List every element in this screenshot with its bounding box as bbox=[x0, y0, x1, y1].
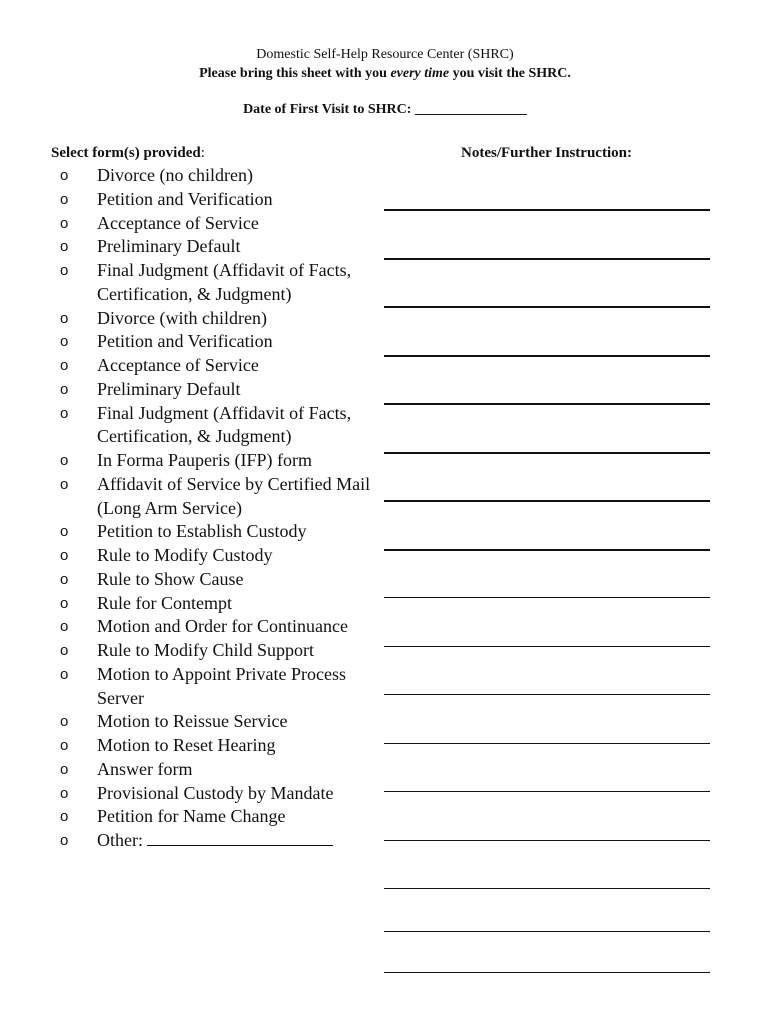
form-option-other[interactable] bbox=[60, 829, 390, 853]
form-option[interactable] bbox=[60, 449, 390, 473]
checkbox-circle-icon[interactable]: o bbox=[60, 333, 69, 351]
form-option-label: Preliminary Default bbox=[97, 236, 241, 257]
checkbox-circle-icon[interactable]: o bbox=[60, 380, 69, 398]
checkbox-circle-icon[interactable]: o bbox=[60, 214, 69, 232]
checkbox-circle-icon[interactable]: o bbox=[60, 357, 69, 374]
form-option-label: Other: bbox=[97, 830, 143, 850]
checkbox-circle-icon[interactable]: o bbox=[60, 594, 69, 612]
form-option-label: Answer form bbox=[97, 758, 193, 779]
notes-line[interactable] bbox=[384, 500, 710, 502]
notes-line[interactable] bbox=[384, 791, 710, 792]
checkbox-circle-icon[interactable]: o bbox=[60, 784, 69, 802]
forms-heading-colon: : bbox=[200, 145, 205, 161]
form-option[interactable] bbox=[60, 212, 390, 236]
form-option[interactable] bbox=[60, 615, 390, 639]
checkbox-circle-icon[interactable]: o bbox=[60, 167, 69, 184]
form-option[interactable] bbox=[60, 544, 390, 568]
form-option[interactable] bbox=[60, 734, 390, 758]
checkbox-circle-icon[interactable]: o bbox=[60, 737, 69, 754]
notes-line[interactable] bbox=[384, 888, 710, 889]
form-option-label: Petition to Establish Custody bbox=[97, 521, 307, 542]
notes-line[interactable] bbox=[384, 840, 710, 841]
notes-line[interactable] bbox=[384, 452, 710, 454]
form-option[interactable] bbox=[60, 307, 390, 331]
form-option[interactable] bbox=[60, 568, 390, 592]
notes-line[interactable] bbox=[384, 743, 710, 744]
form-option[interactable] bbox=[60, 710, 390, 734]
checkbox-circle-icon[interactable]: o bbox=[60, 713, 69, 731]
first-visit-date-field[interactable]: Date of First Visit to SHRC: ________________ bbox=[243, 102, 527, 117]
checkbox-circle-icon[interactable]: o bbox=[60, 665, 69, 683]
form-option[interactable] bbox=[60, 188, 390, 212]
notes-line[interactable] bbox=[384, 646, 710, 647]
notes-line[interactable] bbox=[384, 694, 710, 695]
form-option[interactable] bbox=[60, 259, 390, 307]
form-option-label: Petition and Verification bbox=[97, 331, 273, 352]
form-option[interactable] bbox=[60, 164, 390, 188]
form-option-label: Petition and Verification bbox=[97, 188, 273, 209]
checkbox-circle-icon[interactable]: o bbox=[60, 309, 69, 327]
form-option[interactable] bbox=[60, 592, 390, 616]
other-form-blank[interactable] bbox=[147, 830, 333, 846]
form-option-label: Rule to Modify Custody bbox=[97, 545, 273, 565]
form-option-label: Divorce (no children) bbox=[97, 165, 253, 185]
notes-line[interactable] bbox=[384, 931, 710, 932]
notes-line[interactable] bbox=[384, 306, 710, 308]
checkbox-circle-icon[interactable]: o bbox=[60, 475, 69, 493]
notes-line[interactable] bbox=[384, 258, 710, 260]
form-option-label: Final Judgment (Affidavit of Facts, Certification, & Judgment) bbox=[97, 260, 352, 304]
reminder-text-end: you visit the SHRC. bbox=[449, 66, 571, 81]
reminder-emphasis: every time bbox=[390, 66, 450, 81]
checkbox-circle-icon[interactable]: o bbox=[60, 832, 69, 849]
form-option[interactable] bbox=[60, 639, 390, 663]
checkbox-circle-icon[interactable]: o bbox=[60, 570, 69, 588]
form-option-label: Divorce (with children) bbox=[97, 307, 267, 328]
checkbox-circle-icon[interactable]: o bbox=[60, 262, 69, 279]
form-option-label: Motion to Reissue Service bbox=[97, 711, 288, 732]
form-option-label: Motion and Order for Continuance bbox=[97, 616, 348, 637]
reminder-text-start: Please bring this sheet with you bbox=[199, 66, 391, 81]
checkbox-circle-icon[interactable]: o bbox=[60, 760, 69, 778]
document-title: Domestic Self-Help Resource Center (SHRC) bbox=[256, 47, 514, 62]
form-option-label: Preliminary Default bbox=[97, 378, 241, 399]
form-option[interactable] bbox=[60, 805, 390, 829]
form-option[interactable] bbox=[60, 473, 390, 521]
notes-heading: Notes/Further Instruction: bbox=[461, 145, 632, 161]
form-option-label: Provisional Custody by Mandate bbox=[97, 782, 334, 803]
notes-line[interactable] bbox=[384, 972, 710, 973]
form-option-label: Affidavit of Service by Certified Mail (Long Arm Service) bbox=[97, 473, 371, 518]
form-option[interactable] bbox=[60, 354, 390, 378]
form-option[interactable] bbox=[60, 402, 390, 450]
form-option-label: Petition for Name Change bbox=[97, 806, 286, 827]
checkbox-circle-icon[interactable]: o bbox=[60, 452, 69, 469]
checkbox-circle-icon[interactable]: o bbox=[60, 642, 69, 659]
form-option-label: Final Judgment (Affidavit of Facts, Certification, & Judgment) bbox=[97, 402, 352, 447]
checkbox-circle-icon[interactable]: o bbox=[60, 523, 69, 541]
notes-line[interactable] bbox=[384, 209, 710, 211]
form-option[interactable] bbox=[60, 378, 390, 402]
form-option-label: Rule to Modify Child Support bbox=[97, 640, 315, 660]
notes-line[interactable] bbox=[384, 403, 710, 405]
form-option-label: Acceptance of Service bbox=[97, 212, 259, 233]
form-option[interactable] bbox=[60, 235, 390, 259]
form-option-label: In Forma Pauperis (IFP) form bbox=[97, 450, 312, 470]
visit-reminder bbox=[0, 66, 770, 82]
form-option-label: Acceptance of Service bbox=[97, 355, 259, 375]
notes-line[interactable] bbox=[384, 549, 710, 551]
forms-heading bbox=[51, 145, 205, 162]
forms-checklist bbox=[60, 164, 390, 853]
form-option-label: Rule for Contempt bbox=[97, 592, 232, 613]
checkbox-circle-icon[interactable]: o bbox=[60, 238, 69, 256]
form-option[interactable] bbox=[60, 782, 390, 806]
checkbox-circle-icon[interactable]: o bbox=[60, 404, 69, 422]
notes-line[interactable] bbox=[384, 597, 710, 598]
checkbox-circle-icon[interactable]: o bbox=[60, 190, 69, 208]
form-option[interactable] bbox=[60, 663, 390, 711]
form-option-label: Rule to Show Cause bbox=[97, 568, 244, 589]
checkbox-circle-icon[interactable]: o bbox=[60, 618, 69, 636]
checkbox-circle-icon[interactable]: o bbox=[60, 547, 69, 564]
form-option[interactable] bbox=[60, 330, 390, 354]
notes-line[interactable] bbox=[384, 355, 710, 357]
checkbox-circle-icon[interactable]: o bbox=[60, 808, 69, 826]
form-option-label: Motion to Reset Hearing bbox=[97, 735, 276, 755]
forms-heading-text: Select form(s) provided bbox=[51, 145, 201, 161]
form-option[interactable] bbox=[60, 758, 390, 782]
form-option[interactable] bbox=[60, 520, 390, 544]
form-option-label: Motion to Appoint Private Process Server bbox=[97, 663, 346, 708]
